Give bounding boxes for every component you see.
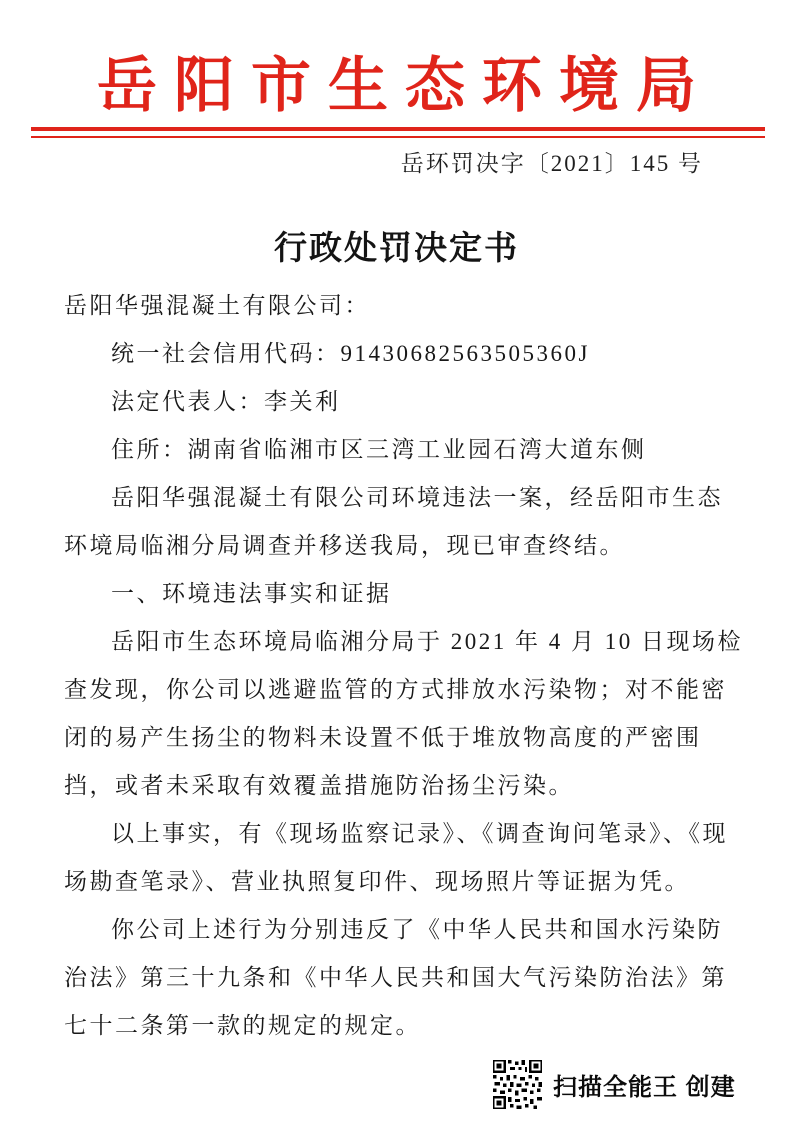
body-line: 七十二条第一款的规定的规定。: [64, 1013, 421, 1038]
body-line: 治法》第三十九条和《中华人民共和国大气污染防治法》第: [64, 965, 727, 990]
scanner-watermark-label: 扫描全能王 创建: [553, 1074, 736, 1101]
body-line: 环境局临湘分局调查并移送我局，现已审查终结。: [64, 533, 625, 558]
body-line: 岳阳市生态环境局临湘分局于 2021 年 4 月 10 日现场检: [111, 629, 743, 654]
body-line: 你公司上述行为分别违反了《中华人民共和国水污染防: [111, 917, 723, 942]
letterhead-double-rule: [31, 127, 765, 138]
document-reference-number: 岳环罚决字〔2021〕145 号: [400, 151, 703, 176]
body-line: 岳阳华强混凝土有限公司环境违法一案，经岳阳市生态: [111, 485, 723, 510]
body-line: 法定代表人：李关利: [111, 389, 341, 414]
body-line: 统一社会信用代码：91430682563505360J: [111, 341, 590, 366]
body-line: 以上事实，有《现场监察记录》、《调查询问笔录》、《现: [111, 821, 728, 846]
qr-code-icon: [493, 1060, 542, 1109]
body-line: 一、环境违法事实和证据: [111, 581, 392, 606]
scanner-watermark: [493, 1060, 736, 1109]
body-line: 闭的易产生扬尘的物料未设置不低于堆放物高度的严密围: [64, 725, 702, 750]
document-title: 行政处罚决定书: [274, 231, 519, 267]
body-line: 查发现，你公司以逃避监管的方式排放水污染物；对不能密: [64, 677, 727, 702]
body-line: 岳阳华强混凝土有限公司：: [64, 293, 370, 318]
body-line: 住所：湖南省临湘市区三湾工业园石湾大道东侧: [111, 437, 647, 462]
document-body: [64, 282, 743, 1050]
letterhead-bureau-name: 岳阳市生态环境局: [97, 53, 713, 119]
body-line: 场勘查笔录》、营业执照复印件、现场照片等证据为凭。: [64, 869, 690, 894]
body-line: 挡，或者未采取有效覆盖措施防治扬尘污染。: [64, 773, 574, 798]
